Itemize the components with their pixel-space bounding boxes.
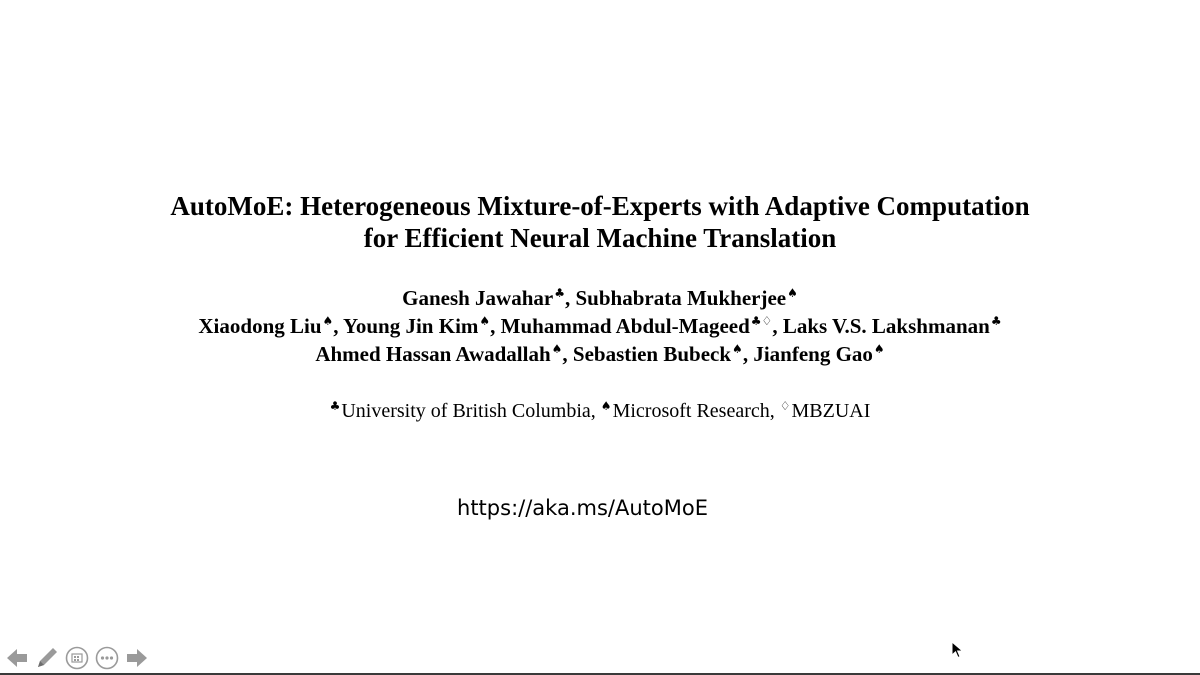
affiliation-mark: ♠ <box>787 286 798 300</box>
affiliations: ♣University of British Columbia, ♠Microsoft Research, ♢MBZUAI <box>329 399 871 422</box>
author-name: Ganesh Jawahar <box>402 286 554 310</box>
affiliation-mark: ♢ <box>779 399 791 413</box>
affiliation-name: University of British Columbia <box>341 400 591 422</box>
author-name: Sebastien Bubeck <box>572 342 732 366</box>
arrow-right-icon <box>125 647 149 669</box>
authors-line-2: Xiaodong Liu♠, Young Jin Kim♠, Muhammad Abdul-Mageed♣♢, Laks V.S. Lakshmanan♣ <box>198 314 1002 338</box>
author-name: Xiaodong Liu <box>198 314 322 338</box>
affiliation-mark: ♣ <box>750 314 762 328</box>
pen-button[interactable] <box>34 645 60 671</box>
affiliation-mark: ♣ <box>554 286 565 300</box>
author-name: Laks V.S. Lakshmanan <box>782 314 990 338</box>
author-name: Jianfeng Gao <box>753 342 873 366</box>
affiliation-mark: ♠ <box>322 314 334 328</box>
project-link[interactable]: https://aka.ms/AutoMoE <box>457 496 708 520</box>
slideshow-toolbar <box>4 645 150 671</box>
slide-title-line-2: for Efficient Neural Machine Translation <box>363 223 837 253</box>
affiliation-mark: ♣ <box>990 314 1002 328</box>
author-name: Ahmed Hassan Awadallah <box>315 342 551 366</box>
arrow-left-icon <box>5 647 29 669</box>
affiliation-mark: ♢ <box>761 314 773 328</box>
mouse-cursor-icon <box>951 641 965 659</box>
previous-slide-button[interactable] <box>4 645 30 671</box>
author-name: Young Jin Kim <box>343 314 479 338</box>
slide-title-line-1: AutoMoE: Heterogeneous Mixture-of-Experts with Adaptive Computation <box>170 191 1030 221</box>
next-slide-button[interactable] <box>124 645 150 671</box>
affiliation-name: MBZUAI <box>791 400 871 422</box>
more-options-button[interactable] <box>94 645 120 671</box>
affiliation-mark: ♠ <box>551 342 563 356</box>
slide-sorter-button[interactable] <box>64 645 90 671</box>
affiliation-mark: ♠ <box>732 342 743 356</box>
affiliation-name: Microsoft Research <box>612 400 770 422</box>
authors-line-1: Ganesh Jawahar♣, Subhabrata Mukherjee♠ <box>402 286 798 310</box>
more-icon <box>95 646 119 670</box>
authors-line-3: Ahmed Hassan Awadallah♠, Sebastien Bubeck♠, Jianfeng Gao♠ <box>315 342 885 366</box>
affiliation-mark: ♠ <box>873 342 885 356</box>
slides-icon <box>65 646 89 670</box>
affiliation-mark: ♠ <box>479 314 491 328</box>
affiliation-mark: ♠ <box>600 399 612 413</box>
affiliation-mark: ♣ <box>329 399 341 413</box>
author-name: Subhabrata Mukherjee <box>575 286 787 310</box>
pen-icon <box>34 645 60 671</box>
author-name: Muhammad Abdul-Mageed <box>500 314 750 338</box>
